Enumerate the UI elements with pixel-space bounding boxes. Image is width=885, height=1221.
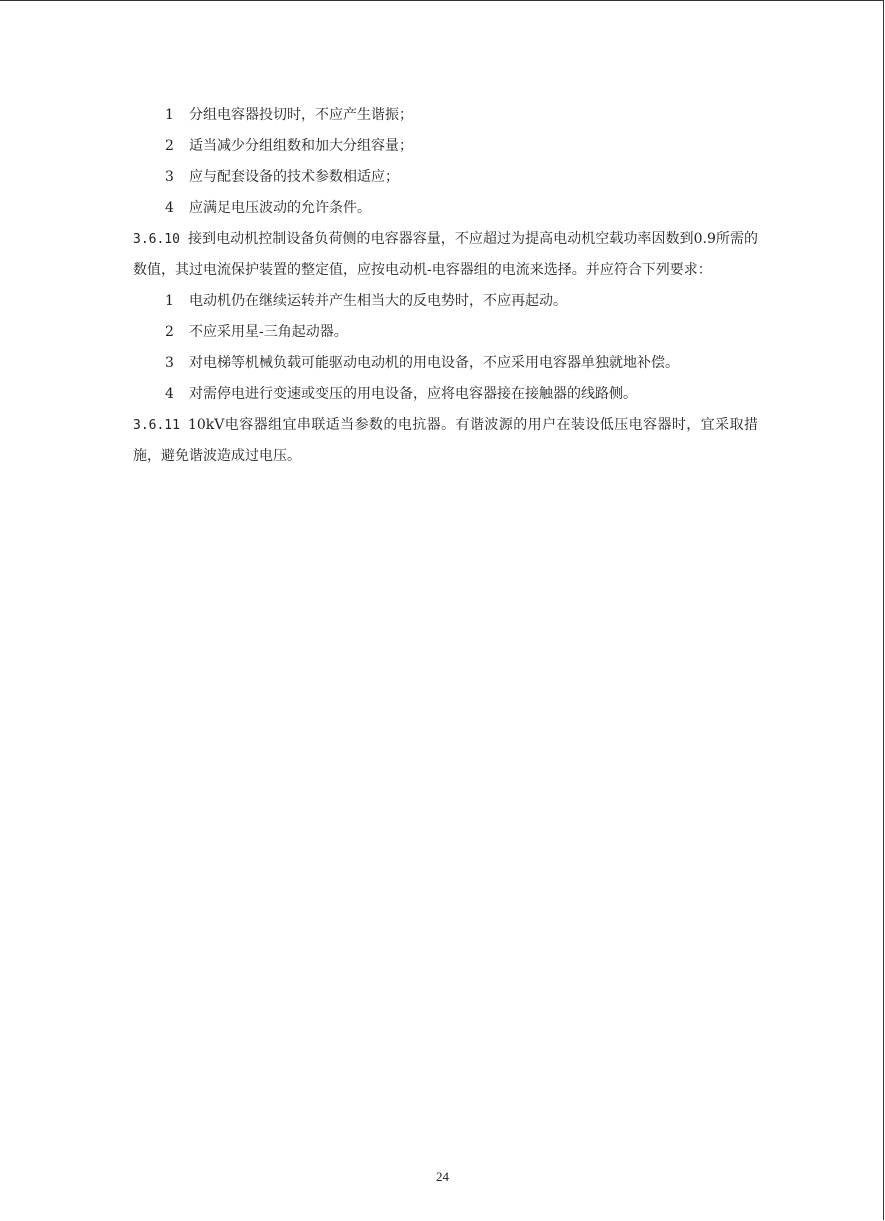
clause-number: 3.6.10 [133,232,180,247]
clause-number: 3.6.11 [133,418,180,433]
list-item-text: 电动机仍在继续运转并产生相当大的反电势时，不应再起动。 [189,293,567,309]
list-item-text: 对需停电进行变速或变压的用电设备，应将电容器接在接触器的线路侧。 [189,386,637,402]
list-item [133,286,758,317]
list-item-number: 2 [165,324,174,340]
list-item-text: 应与配套设备的技术参数相适应； [189,169,399,185]
list-item-number: 1 [165,293,174,309]
list-item-text: 分组电容器投切时，不应产生谐振； [189,107,413,123]
list-item-number: 4 [165,200,174,216]
list-item-text: 适当减少分组组数和加大分组容量； [189,138,413,154]
page-number: 24 [436,1169,449,1184]
list-item-number: 3 [165,169,174,185]
clause-text: 10kV电容器组宜串联适当参数的电抗器。有谐波源的用户在装设低压电容器时，宜采取措施，避免谐波造成过电压。 [133,417,758,464]
clause-text: 接到电动机控制设备负荷侧的电容器容量，不应超过为提高电动机空载功率因数到0.9所需的数值，其过电流保护装置的整定值，应按电动机-电容器组的电流来选择。并应符合下列要求： [133,231,758,278]
list-item [133,193,758,224]
list-item [133,348,758,379]
list-item [133,379,758,410]
list-item-text: 对电梯等机械负载可能驱动电动机的用电设备，不应采用电容器单独就地补偿。 [189,355,679,371]
clause-3-6-11 [133,410,758,472]
list-item-number: 2 [165,138,174,154]
list-item-number: 3 [165,355,174,371]
list-item [133,317,758,348]
list-item-text: 不应采用星-三角起动器。 [189,324,348,340]
document-body [133,100,758,472]
list-item-text: 应满足电压波动的允许条件。 [189,200,371,216]
clause-3-6-10 [133,224,758,286]
list-item-number: 4 [165,386,174,402]
list-item [133,100,758,131]
list-item-number: 1 [165,107,174,123]
list-item [133,162,758,193]
list-item [133,131,758,162]
